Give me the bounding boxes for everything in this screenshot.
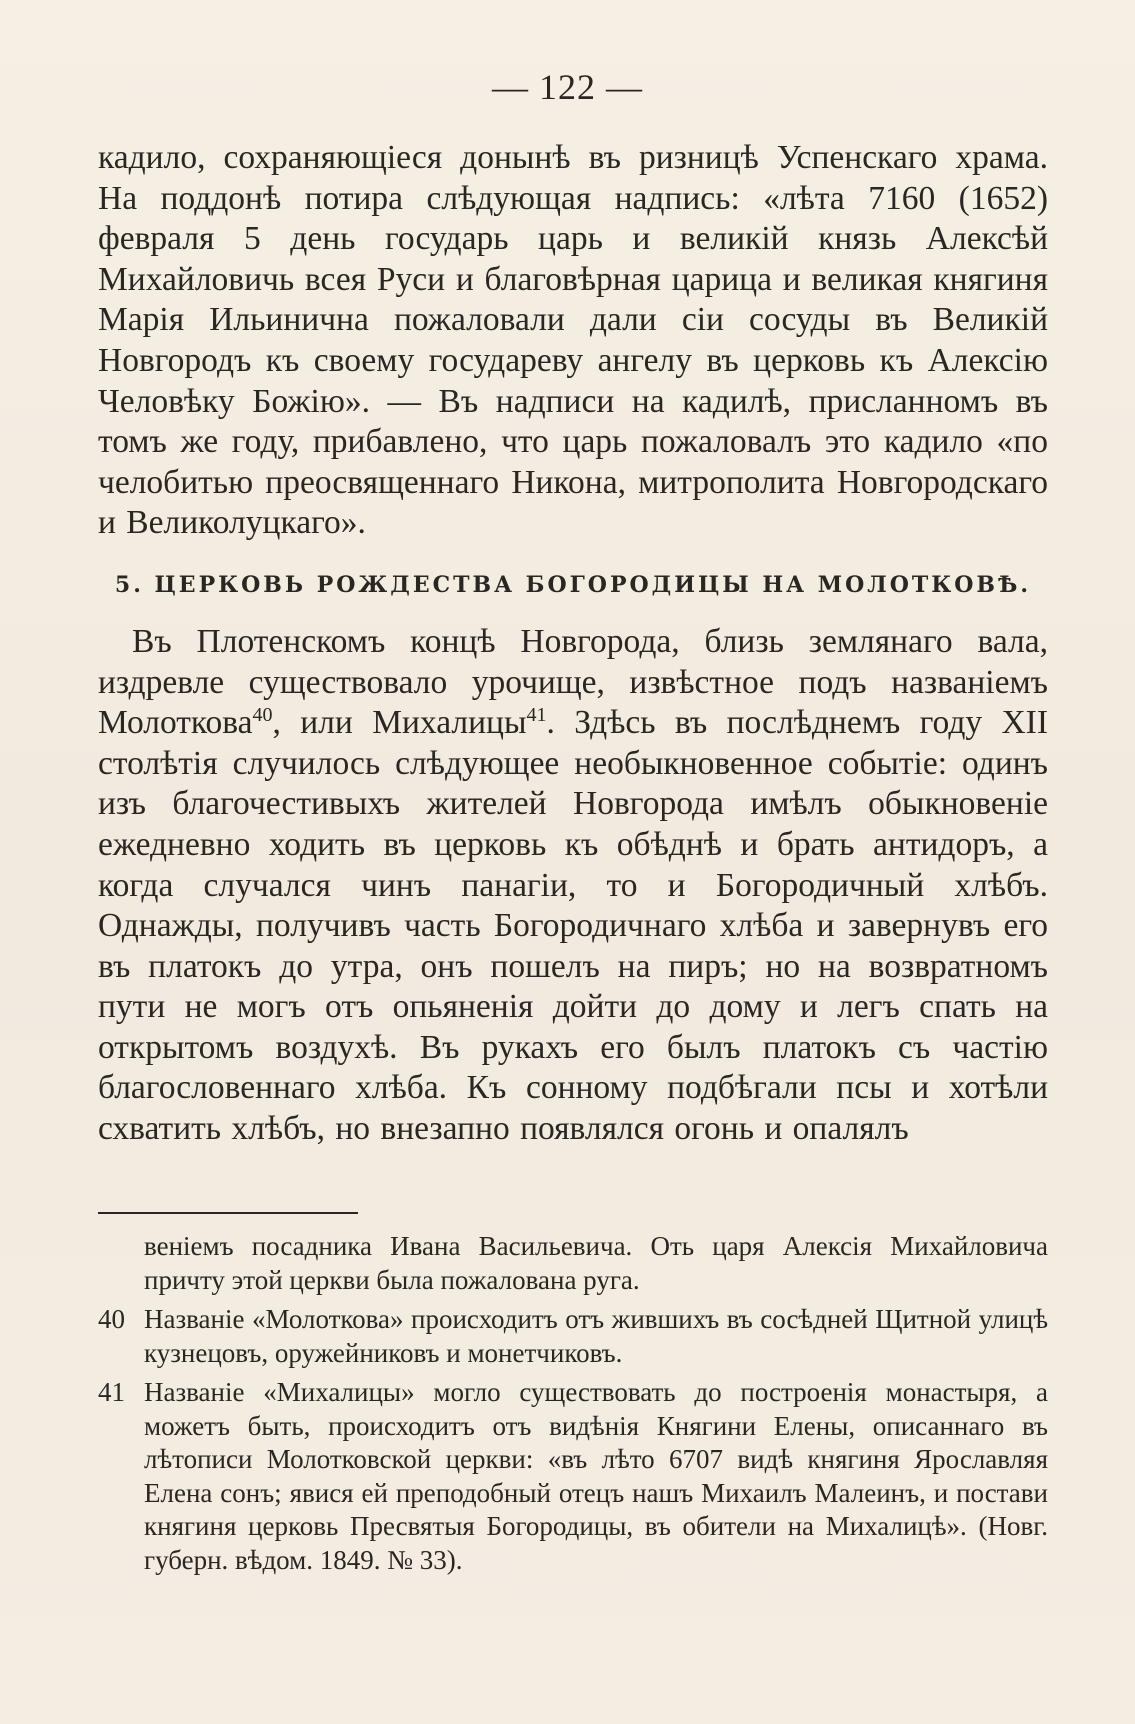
- main-text: [98, 138, 1048, 1150]
- footnote-ref-40[interactable]: 40: [252, 703, 273, 726]
- footnote-number: 41: [98, 1377, 125, 1407]
- paragraph-text-2: , или Михалицы: [272, 704, 527, 742]
- footnote-continuation: веніемъ посадника Ивана Васильевича. Оть царя Алексія Михайловича причту этой церкви была пожалована руга.: [144, 1231, 1048, 1295]
- footnote-text: Названіе «Молоткова» происходитъ отъ жившихъ въ сосѣдней Щитной улицѣ кузнецовъ, оружейниковъ и монетчиковъ.: [144, 1304, 1048, 1368]
- footnote-40: [98, 1303, 1048, 1370]
- section-heading: 5. ЦЕРКОВЬ РОЖДЕСТВА БОГОРОДИЦЫ НА МОЛОТКОВѢ.: [114, 571, 1032, 598]
- paragraph-continued: кадило, сохраняющіеся донынѣ въ ризницѣ Успенскаго храма. На поддонѣ потира слѣдующая надпись: «лѣта 7160 (1652) февраля 5 день государь царь и великій князь Алексѣй Михайловичь всея Руси и благовѣрная царица и великая княгиня Марія Ильинична пожаловали дали сіи сосуды въ Великій Новгородъ къ своему государеву ангелу въ церковь къ Алексію Человѣку Божію». — Въ надписи на кадилѣ, присланномъ въ томъ же году, прибавлено, что царь пожаловалъ это кадило «по челобитью преосвященнаго Никона, митрополита Новгородскаго и Великолуцкаго».: [98, 139, 1048, 542]
- paragraph-molotkovo: [98, 622, 1048, 1150]
- footnote-41: [98, 1376, 1048, 1577]
- footnote-number: 40: [98, 1304, 125, 1334]
- paragraph-text-3: . Здѣсь въ послѣднемъ году XII столѣтія случилось слѣдующее необыкновенное событіе: одинъ изъ благочестивыхъ жителей Новгорода имѣлъ обыкновеніе ежедневно ходить въ церковь къ обѣднѣ и брать антидоръ, а когда случался чинъ панагіи, то и Богородичный хлѣбъ. Однажды, получивъ часть Богородичнаго хлѣба и завернувъ его въ платокъ до утра, онъ пошелъ на пиръ; но на возвратномъ пути не могъ отъ опьяненія дойти до дому и легъ спать на открытомъ воздухѣ. Въ рукахъ его былъ платокъ съ частію благословеннаго хлѣба. Къ сонному подбѣгали псы и хотѣли схватить хлѣбъ, но внезапно появлялся огонь и опалялъ: [98, 704, 1048, 1148]
- footnote-divider: [98, 1212, 358, 1214]
- footnotes: [98, 1230, 1048, 1583]
- page-number: — 122 —: [492, 67, 643, 107]
- footnote-ref-41[interactable]: 41: [526, 703, 547, 726]
- footnote-text: Названіе «Михалицы» могло существовать до построенія монастыря, а можетъ быть, происходитъ отъ видѣнія Княгини Елены, описаннаго въ лѣтописи Молотковской церкви: «въ лѣто 6707 видѣ княгиня Ярославляя Елена сонъ; явися ей преподобный отецъ нашъ Михаилъ Малеинъ, и постави княгиня церковь Пресвятыя Богородицы, въ обители на Михалицѣ». (Новг. губерн. вѣдом. 1849. № 33).: [144, 1377, 1048, 1575]
- paragraph-text-1: Въ Плотенскомъ концѣ Новгорода, близь землянаго вала, издревле существовало урочище, извѣстное подъ названіемъ Молоткова: [98, 622, 1048, 742]
